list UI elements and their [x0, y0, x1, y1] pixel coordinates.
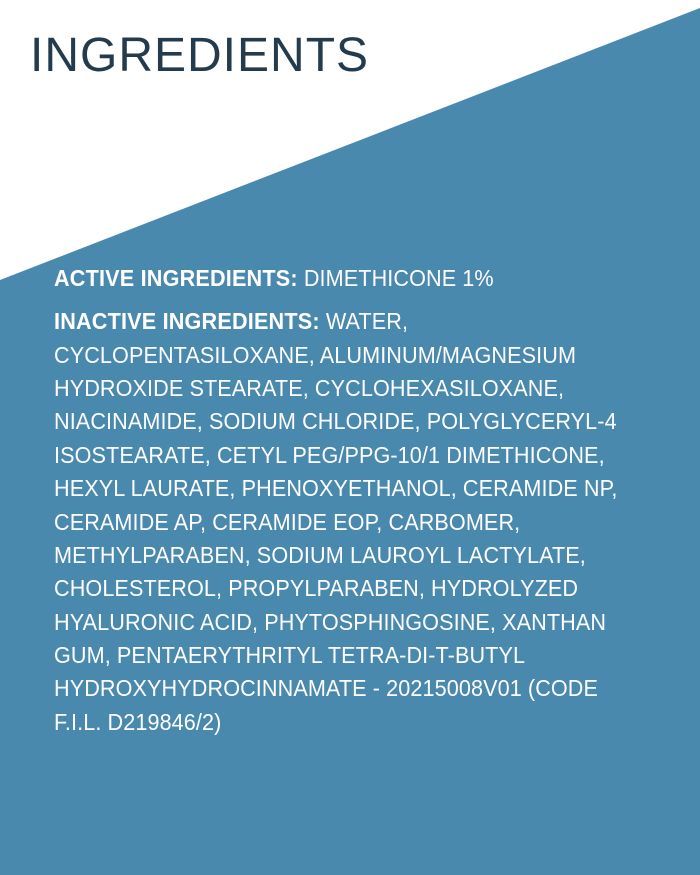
inactive-ingredients-block: [54, 305, 621, 739]
inactive-ingredients-text: WATER, CYCLOPENTASILOXANE, ALUMINUM/MAGNESIUM HYDROXIDE STEARATE, CYCLOHEXASILOXANE, NIACINAMIDE, SODIUM CHLORIDE, POLYGLYCERYL-4 ISOSTEARATE, CETYL PEG/PPG-10/1 DIMETHICONE, HEXYL LAURATE, PHENOXYETHANOL, CERAMIDE NP, CERAMIDE AP, CERAMIDE EOP, CARBOMER, METHYLPARABEN, SODIUM LAUROYL LACTYLATE, CHOLESTEROL, PROPYLPARABEN, HYDROLYZED HYALURONIC ACID, PHYTOSPHINGOSINE, XANTHAN GUM, PENTAERYTHRITYL TETRA-DI-T-BUTYL HYDROXYHYDROCINNAMATE - 20215008V01 (CODE F.I.L. D219846/2): [54, 308, 618, 735]
inactive-ingredients-label: INACTIVE INGREDIENTS:: [54, 308, 320, 335]
active-ingredients-text: DIMETHICONE 1%: [303, 265, 494, 291]
active-ingredients-block: [54, 262, 621, 295]
page-title: INGREDIENTS: [30, 29, 370, 82]
ingredients-content: [54, 262, 670, 745]
active-ingredients-label: ACTIVE INGREDIENTS:: [54, 265, 298, 291]
